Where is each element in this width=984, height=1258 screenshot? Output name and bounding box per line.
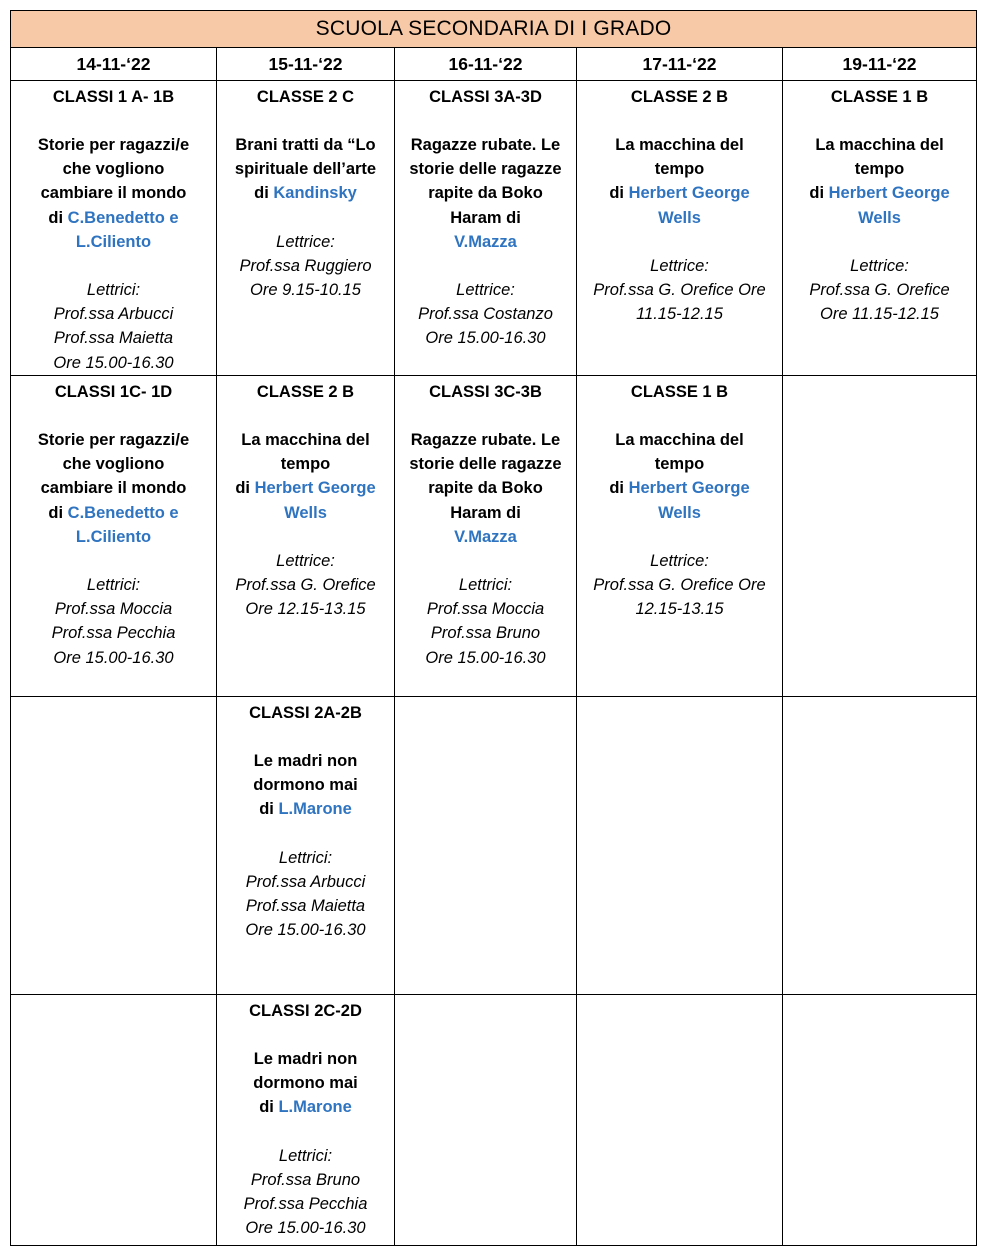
author-name: Wells <box>658 503 701 522</box>
reader-line: Prof.ssa G. Orefice Ore <box>593 576 766 595</box>
readers-block <box>217 549 394 622</box>
author-prefix: di <box>254 184 274 203</box>
book-title-line: Haram di <box>450 503 521 522</box>
readers-label: Lettrice: <box>276 232 335 251</box>
schedule-cell <box>11 81 217 376</box>
class-label: CLASSI 3C-3B <box>429 383 542 401</box>
empty-cell <box>395 697 577 995</box>
book-title-line: La macchina del <box>615 431 744 449</box>
reader-line: Prof.ssa Maietta <box>245 897 366 916</box>
reader-line: Prof.ssa Pecchia <box>51 624 176 643</box>
empty-cell <box>11 995 217 1246</box>
author-line <box>217 501 394 525</box>
class-label: CLASSE 1 B <box>830 88 929 106</box>
empty-cell <box>11 697 217 995</box>
reader-line: Prof.ssa Bruno <box>430 624 541 643</box>
author-line <box>11 501 216 525</box>
reader-line: Ore 15.00-16.30 <box>245 1219 366 1238</box>
reader-line: Prof.ssa Costanzo <box>418 305 553 324</box>
spacer <box>217 206 394 230</box>
reader-line: Prof.ssa Arbucci <box>245 872 366 891</box>
author-line <box>577 501 782 525</box>
book-title <box>217 749 394 822</box>
author-line <box>577 476 782 500</box>
author-name: V.Mazza <box>454 527 517 546</box>
readers-block <box>395 278 576 351</box>
schedule-table <box>10 10 977 1246</box>
readers-block <box>11 573 216 670</box>
reader-line: Ore 15.00-16.30 <box>425 648 546 667</box>
reader-line: Prof.ssa Moccia <box>54 600 173 619</box>
spacer <box>577 109 782 133</box>
book-title-line: rapite da Boko <box>428 184 543 203</box>
author-name: L.Ciliento <box>75 527 152 546</box>
empty-cell <box>395 995 577 1246</box>
readers-block <box>217 846 394 943</box>
readers-label: Lettrice: <box>276 551 335 570</box>
book-title-line: Le madri non <box>253 752 358 770</box>
book-title-line: Le madri non <box>253 1050 358 1068</box>
author-name: L.Ciliento <box>75 232 152 251</box>
class-label: CLASSI 2C-2D <box>249 1002 362 1020</box>
author-line <box>217 797 394 821</box>
reader-line: Ore 11.15-12.15 <box>820 305 939 324</box>
readers-block <box>577 254 782 327</box>
spacer <box>217 725 394 749</box>
author-name: Herbert George <box>628 184 750 203</box>
book-title <box>11 428 216 549</box>
author-name: Wells <box>284 503 327 522</box>
book-title-line: dormono mai <box>253 1074 358 1093</box>
author-prefix: di <box>609 479 629 498</box>
class-label: CLASSI 1 A- 1B <box>52 88 175 106</box>
schedule-title: SCUOLA SECONDARIA DI I GRADO <box>11 11 977 48</box>
author-prefix: di <box>259 1098 279 1117</box>
book-title-line: La macchina del <box>241 431 370 449</box>
author-line <box>217 476 394 500</box>
author-line <box>783 206 976 230</box>
spacer <box>577 525 782 549</box>
spacer <box>395 549 576 573</box>
author-name: Wells <box>658 208 701 227</box>
reader-line: Prof.ssa G. Orefice <box>809 281 950 300</box>
book-title-line: tempo <box>654 455 705 474</box>
readers-label: Lettrice: <box>456 281 515 300</box>
author-line <box>395 230 576 254</box>
date-header-row <box>11 48 977 81</box>
reader-line: Ore 15.00-16.30 <box>245 921 366 940</box>
author-name: V.Mazza <box>454 232 517 251</box>
author-prefix: di <box>809 184 829 203</box>
author-prefix: di <box>48 503 68 522</box>
spacer <box>217 109 394 133</box>
book-title-line: cambiare il mondo <box>40 479 187 498</box>
schedule-cell <box>217 81 395 376</box>
reader-line: Prof.ssa Pecchia <box>243 1195 368 1214</box>
book-title <box>395 428 576 549</box>
reader-line: Ore 12.15-13.15 <box>245 600 366 619</box>
book-title-line: tempo <box>280 455 331 474</box>
readers-label: Lettrice: <box>650 551 709 570</box>
author-prefix: di <box>235 479 255 498</box>
schedule-cell <box>217 995 395 1246</box>
empty-cell <box>783 697 977 995</box>
author-line <box>217 181 394 205</box>
schedule-row <box>11 81 977 376</box>
book-title <box>217 1047 394 1120</box>
readers-block <box>577 549 782 622</box>
book-title-line: storie delle ragazze <box>409 160 562 179</box>
book-title-line: storie delle ragazze <box>409 455 562 474</box>
spacer <box>783 109 976 133</box>
empty-cell <box>577 995 783 1246</box>
book-title-line: rapite da Boko <box>428 479 543 498</box>
book-title-line: Haram di <box>450 208 521 227</box>
book-title-line: La macchina del <box>615 136 744 154</box>
book-title <box>577 428 782 525</box>
author-line <box>11 206 216 230</box>
book-title <box>217 428 394 525</box>
reader-line: Prof.ssa Maietta <box>53 329 174 348</box>
author-name: L.Marone <box>278 800 352 819</box>
book-title-line: cambiare il mondo <box>40 184 187 203</box>
class-label: CLASSE 1 B <box>630 383 729 401</box>
readers-block <box>395 573 576 670</box>
reader-line: Prof.ssa Moccia <box>426 600 545 619</box>
schedule-cell <box>11 376 217 697</box>
class-label: CLASSE 2 B <box>256 383 355 401</box>
class-label: CLASSI 1C- 1D <box>54 383 173 401</box>
readers-label: Lettrice: <box>650 256 709 275</box>
author-prefix: di <box>609 184 629 203</box>
author-line <box>11 525 216 549</box>
class-label: CLASSI 2A-2B <box>249 704 362 722</box>
book-title-line: tempo <box>854 160 905 179</box>
reader-line: Ore 15.00-16.30 <box>53 648 174 667</box>
reader-line: 12.15-13.15 <box>635 600 724 619</box>
book-title-line: Brani tratti da “Lo <box>235 136 376 154</box>
readers-label: Lettrici: <box>458 576 513 595</box>
author-line <box>11 230 216 254</box>
book-title <box>577 133 782 230</box>
author-name: Herbert George <box>254 479 376 498</box>
author-name: Herbert George <box>828 184 950 203</box>
spacer <box>783 230 976 254</box>
book-title-line: spirituale dell’arte <box>234 160 377 179</box>
spacer <box>395 254 576 278</box>
schedule-cell <box>577 376 783 697</box>
author-name: Kandinsky <box>273 184 357 203</box>
author-line <box>577 181 782 205</box>
book-title <box>217 133 394 206</box>
author-name: C.Benedetto e <box>67 208 179 227</box>
reader-line: Prof.ssa Ruggiero <box>239 256 372 275</box>
readers-block <box>11 278 216 375</box>
readers-label: Lettrici: <box>86 281 141 300</box>
spacer <box>11 109 216 133</box>
schedule-row <box>11 697 977 995</box>
book-title <box>11 133 216 254</box>
reader-line: Ore 9.15-10.15 <box>250 281 361 300</box>
author-line <box>783 181 976 205</box>
spacer <box>395 404 576 428</box>
schedule-cell <box>577 81 783 376</box>
reader-line: Prof.ssa Arbucci <box>53 305 174 324</box>
date-header: 14-11-‘22 <box>11 48 217 81</box>
readers-label: Lettrici: <box>278 1146 333 1165</box>
author-prefix: di <box>259 800 279 819</box>
author-line <box>217 1095 394 1119</box>
spacer <box>577 404 782 428</box>
schedule-cell <box>395 376 577 697</box>
reader-line: 11.15-12.15 <box>636 305 723 324</box>
schedule-cell <box>783 81 977 376</box>
reader-line: Ore 15.00-16.30 <box>425 329 546 348</box>
spacer <box>217 525 394 549</box>
readers-block <box>783 254 976 327</box>
class-label: CLASSE 2 B <box>630 88 729 106</box>
spacer <box>577 230 782 254</box>
book-title-line: che vogliono <box>62 160 165 179</box>
reader-line: Prof.ssa G. Orefice Ore <box>593 281 766 300</box>
book-title-line: tempo <box>654 160 705 179</box>
schedule-row <box>11 995 977 1246</box>
class-label: CLASSE 2 C <box>256 88 355 106</box>
reader-line: Ore 15.00-16.30 <box>53 353 174 372</box>
author-name: Herbert George <box>628 479 750 498</box>
spacer <box>217 822 394 846</box>
class-label: CLASSI 3A-3D <box>429 88 542 106</box>
author-prefix: di <box>48 208 68 227</box>
book-title-line: Storie per ragazzi/e <box>37 136 190 154</box>
book-title <box>783 133 976 230</box>
empty-cell <box>577 697 783 995</box>
schedule-cell <box>395 81 577 376</box>
readers-label: Lettrici: <box>86 576 141 595</box>
book-title-line: dormono mai <box>253 776 358 795</box>
schedule-row <box>11 376 977 697</box>
author-name: L.Marone <box>278 1098 352 1117</box>
book-title-line: La macchina del <box>815 136 944 154</box>
spacer <box>217 1023 394 1047</box>
spacer <box>395 109 576 133</box>
book-title-line: Ragazze rubate. Le <box>410 431 561 449</box>
author-line <box>395 525 576 549</box>
readers-label: Lettrici: <box>278 848 333 867</box>
date-header: 16-11-‘22 <box>395 48 577 81</box>
readers-label: Lettrice: <box>850 256 909 275</box>
author-name: C.Benedetto e <box>67 503 179 522</box>
empty-cell <box>783 995 977 1246</box>
spacer <box>11 404 216 428</box>
book-title-line: Storie per ragazzi/e <box>37 431 190 449</box>
schedule-cell <box>217 697 395 995</box>
readers-block <box>217 1144 394 1241</box>
book-title-line: che vogliono <box>62 455 165 474</box>
date-header: 17-11-‘22 <box>577 48 783 81</box>
date-header: 15-11-‘22 <box>217 48 395 81</box>
spacer <box>11 254 216 278</box>
spacer <box>217 404 394 428</box>
readers-block <box>217 230 394 303</box>
date-header: 19-11-‘22 <box>783 48 977 81</box>
author-line <box>577 206 782 230</box>
reader-line: Prof.ssa G. Orefice <box>235 576 376 595</box>
spacer <box>217 1120 394 1144</box>
reader-line: Prof.ssa Bruno <box>250 1170 361 1189</box>
empty-cell <box>783 376 977 697</box>
book-title-line: Ragazze rubate. Le <box>410 136 561 154</box>
spacer <box>11 549 216 573</box>
author-name: Wells <box>858 208 901 227</box>
book-title <box>395 133 576 254</box>
schedule-cell <box>217 376 395 697</box>
